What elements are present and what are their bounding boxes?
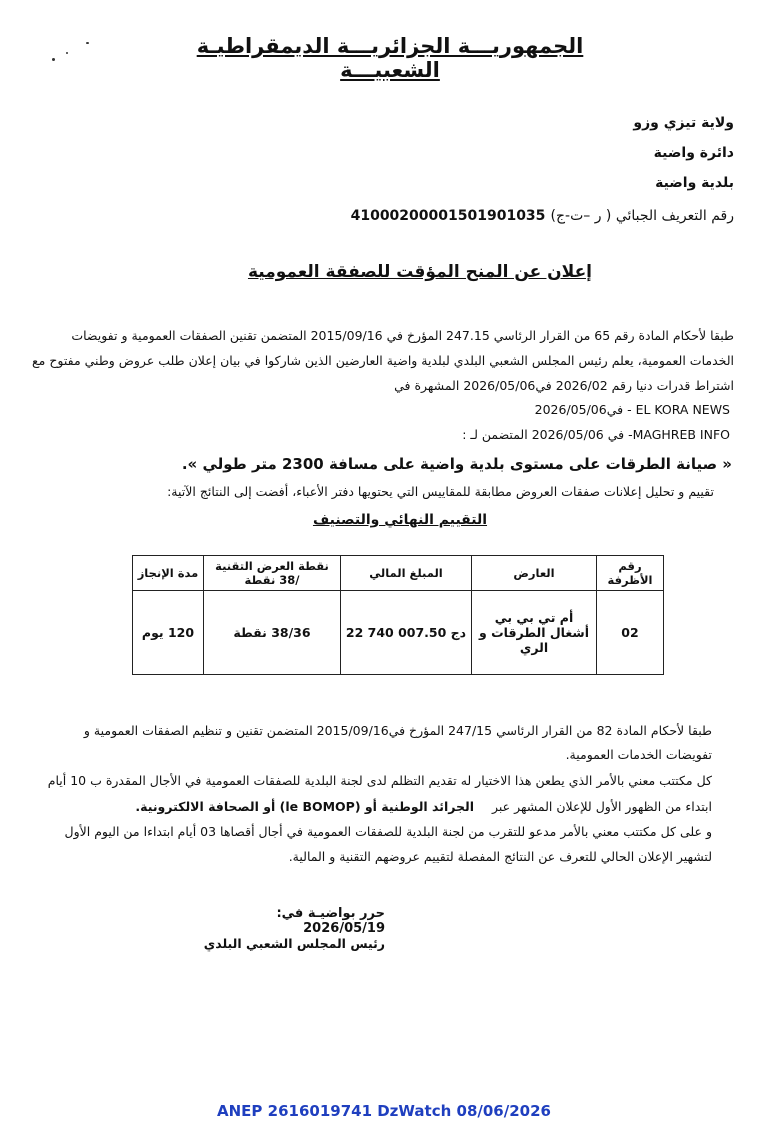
table-title: التقييم النهائي والتصنيف [312,512,488,528]
scan-mark [86,42,89,44]
closing-line-4-bold: الجرائد الوطنية أو (le BOMOP) أو الصحافة الالكترونية. [135,799,474,814]
intro-line-2: الخدمات العمومية، يعلم رئيس المجلس الشعبي البلدي لبلدية واضية العارضين الذين شاركوا في بيان إعلان طلب عروض وطني مفتوح مع [32,353,734,368]
tax-id-value: 41000200001501901035 [350,208,546,224]
closing-line-3: كل مكتتب معني بالأمر الذي يطعن هذا الاختيار له تقديم التظلم لدى لجنة البلدية للصفقات العمومية في الأجال المقدرة ب 10 أيام [47,773,712,788]
republic-heading: الجمهوريـــة الجزائريـــة الديمقراطيـة الشعبيـــة [196,34,584,82]
signature-signer: رئيس المجلس الشعبي البلدي [203,936,385,951]
cell-bidder: أم تي بي بي أشغال الطرقات و الري [472,591,597,675]
intro-line-3: اشتراط قدرات دنيا رقم 2026/02 في2026/05/06 المشهرة في [394,378,734,393]
signature-place-date: حرر بواضيـة في: 2026/05/19 [276,906,385,936]
scan-mark [66,52,68,54]
commune-line: بلدية واضية [655,175,734,191]
header-amount: المبلغ المالي [341,556,472,591]
closing-line-4-text: ابتداء من الظهور الأول للإعلان المشهر عبر [491,799,712,814]
closing-line-5: و على كل مكتتب معني بالأمر مدعو للتقرب من لجنة البلدية للصفقات العمومية في أجال أقصاها 03 أيام ابتداءا من اليوم الأول [64,824,712,839]
results-table [132,555,664,675]
tax-id-line [343,205,734,224]
daira-line: دائرة واضية [653,145,734,161]
header-technical-score: نقطة العرض التقنية /38 نقطة [204,556,341,591]
wilaya-line: ولاية تيزي وزو [633,115,734,131]
intro-line-4: EL KORA NEWS - في2026/05/06 [534,402,730,417]
header-bidder: العارض [472,556,597,591]
scan-mark [52,58,55,61]
project-title: « صيانة الطرقات على مستوى بلدية واضية على مسافة 2300 متر طولي ». [181,455,732,473]
notice-title: إعلان عن المنح المؤقت للصفقة العمومية [247,262,593,282]
cell-duration: 120 يوم [133,591,204,675]
header-envelope-no: رقم الأظرفة [597,556,664,591]
table-row [133,591,664,675]
evaluation-line: تقييم و تحليل إعلانات صفقات العروض مطابقة للمقاييس التي يحتويها دفتر الأعباء، أفضت إلى النتائج الآتية: [167,484,714,499]
table-header-row [133,556,664,591]
closing-line-6: لتشهير الإعلان الحالي للتعرف عن النتائج المفصلة لتقييم عروضهم التقنية و المالية. [288,849,712,864]
cell-technical-score: 38/36 نقطة [204,591,341,675]
header-duration: مدة الإنجاز [133,556,204,591]
intro-line-5: MAGHREB INFO- في 2026/05/06 المتضمن لـ : [462,427,730,442]
closing-line-1: طبقا لأحكام المادة 82 من القرار الرئاسي 247/15 المؤرخ في2015/09/16 المتضمن تقنين و تنظيم الصفقات العمومية و [83,723,712,738]
cell-amount: 22 740 007.50 دج [341,591,472,675]
anep-footer: ANEP 2616019741 DzWatch 08/06/2026 [217,1102,551,1120]
cell-envelope-no: 02 [597,591,664,675]
closing-line-4 [135,798,712,815]
closing-line-2: تفويضات الخدمات العمومية. [565,747,712,762]
tax-id-label: رقم التعريف الجبائي ( ر –ت-ج) [550,208,734,224]
intro-line-1: طبقا لأحكام المادة رقم 65 من القرار الرئاسي 247.15 المؤرخ في 2015/09/16 المتضمن تقنين الصفقات العمومية و تفويضات [71,328,734,343]
